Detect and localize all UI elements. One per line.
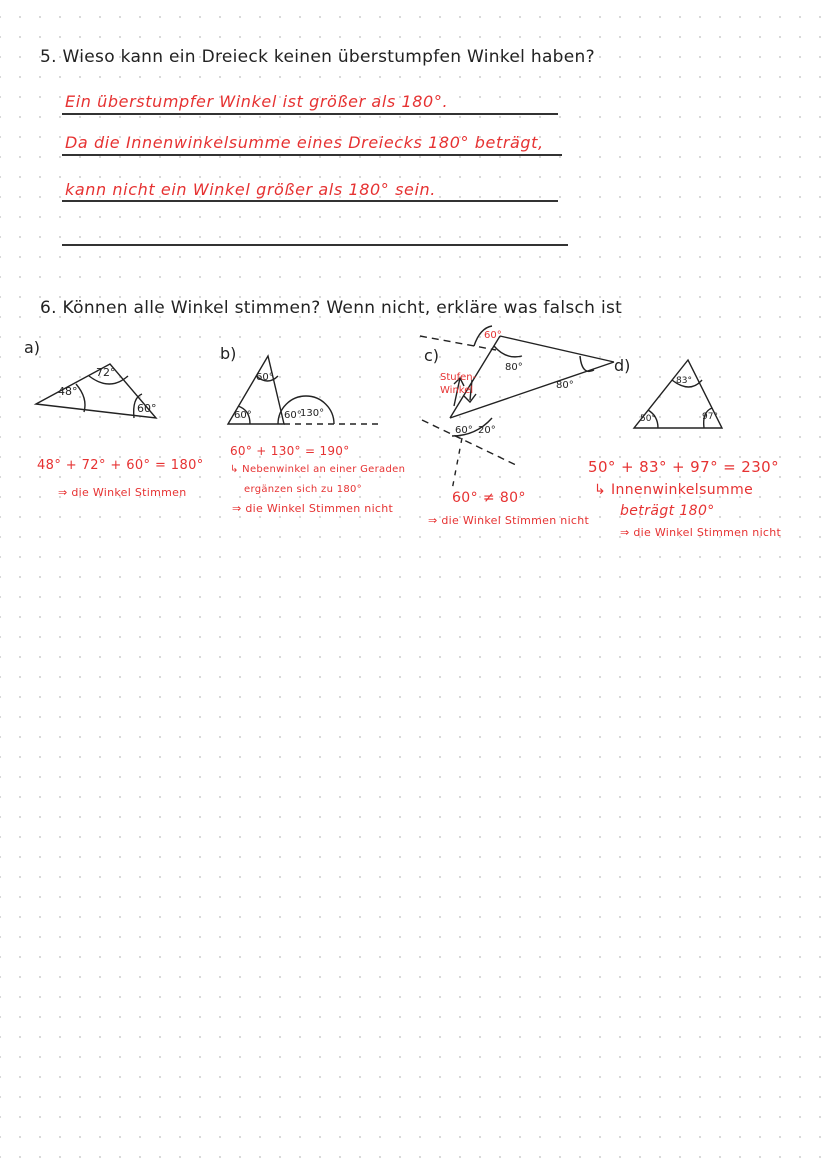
conclusion-b: ⇒ die Winkel Stimmen nicht: [232, 502, 394, 515]
answer-line-2: Da die Innenwinkelsumme eines Dreiecks 180° beträgt,: [65, 133, 544, 152]
angle-label-d-50: 50°: [640, 414, 656, 424]
angle-label-d-97: 97°: [702, 412, 718, 422]
angle-label-c-60-top: 60°: [484, 330, 502, 341]
angle-label-b-inner: 60°: [284, 410, 302, 421]
c-arc-80-top: [494, 346, 522, 357]
c-edge-2: [500, 336, 614, 362]
stufen-label-1: Stufen-: [440, 372, 477, 383]
angle-label-c-80-top: 80°: [505, 362, 523, 373]
conclusion-d: ⇒ die Winkel Stimmen nicht: [620, 526, 782, 539]
angle-label-b-130: 130°: [300, 408, 325, 419]
part-label-d: d): [614, 356, 631, 375]
angle-label-a-48: 48°: [58, 385, 78, 398]
angle-label-b-left: 60°: [234, 410, 252, 421]
note-b-1: ↳ Nebenwinkel an einer Geraden: [230, 464, 406, 475]
note-d-2: beträgt 180°: [620, 503, 715, 519]
conclusion-c: ⇒ die Winkel Stimmen nicht: [428, 514, 590, 527]
note-d-1: ↳ Innenwinkelsumme: [594, 482, 754, 498]
answer-line-3: kann nicht ein Winkel größer als 180° sein.: [65, 180, 436, 199]
c-edge-3: [450, 362, 614, 418]
calc-c: 60° ≠ 80°: [452, 490, 526, 506]
angle-label-a-72: 72°: [96, 366, 116, 379]
calc-b: 60° + 130° = 190°: [230, 444, 350, 458]
angle-label-c-80-right: 80°: [556, 380, 574, 391]
angle-label-b-top: 60°: [256, 372, 274, 383]
stufen-label-2: Winkel: [440, 385, 474, 396]
angle-label-c-60-bottom: 60°: [455, 425, 473, 436]
angle-label-c-20: 20°: [478, 425, 496, 436]
c-dashed-vertical: [452, 438, 462, 490]
part-label-c: c): [424, 346, 440, 365]
calc-a: 48° + 72° + 60° = 180°: [37, 458, 204, 473]
answer-line-1: Ein überstumpfer Winkel ist größer als 180°.: [65, 92, 449, 111]
conclusion-a: ⇒ die Winkel Stimmen: [58, 486, 187, 499]
part-label-a: a): [24, 338, 41, 357]
question-5: 5. Wieso kann ein Dreieck keinen überstumpfen Winkel haben?: [40, 47, 595, 67]
angle-label-d-83: 83°: [676, 376, 692, 386]
angle-label-a-60: 60°: [137, 402, 157, 415]
calc-d: 50° + 83° + 97° = 230°: [588, 458, 780, 476]
note-b-2: ergänzen sich zu 180°: [244, 484, 362, 495]
part-label-b: b): [220, 344, 237, 363]
question-6: 6. Können alle Winkel stimmen? Wenn nicht, erkläre was falsch ist: [40, 298, 623, 318]
